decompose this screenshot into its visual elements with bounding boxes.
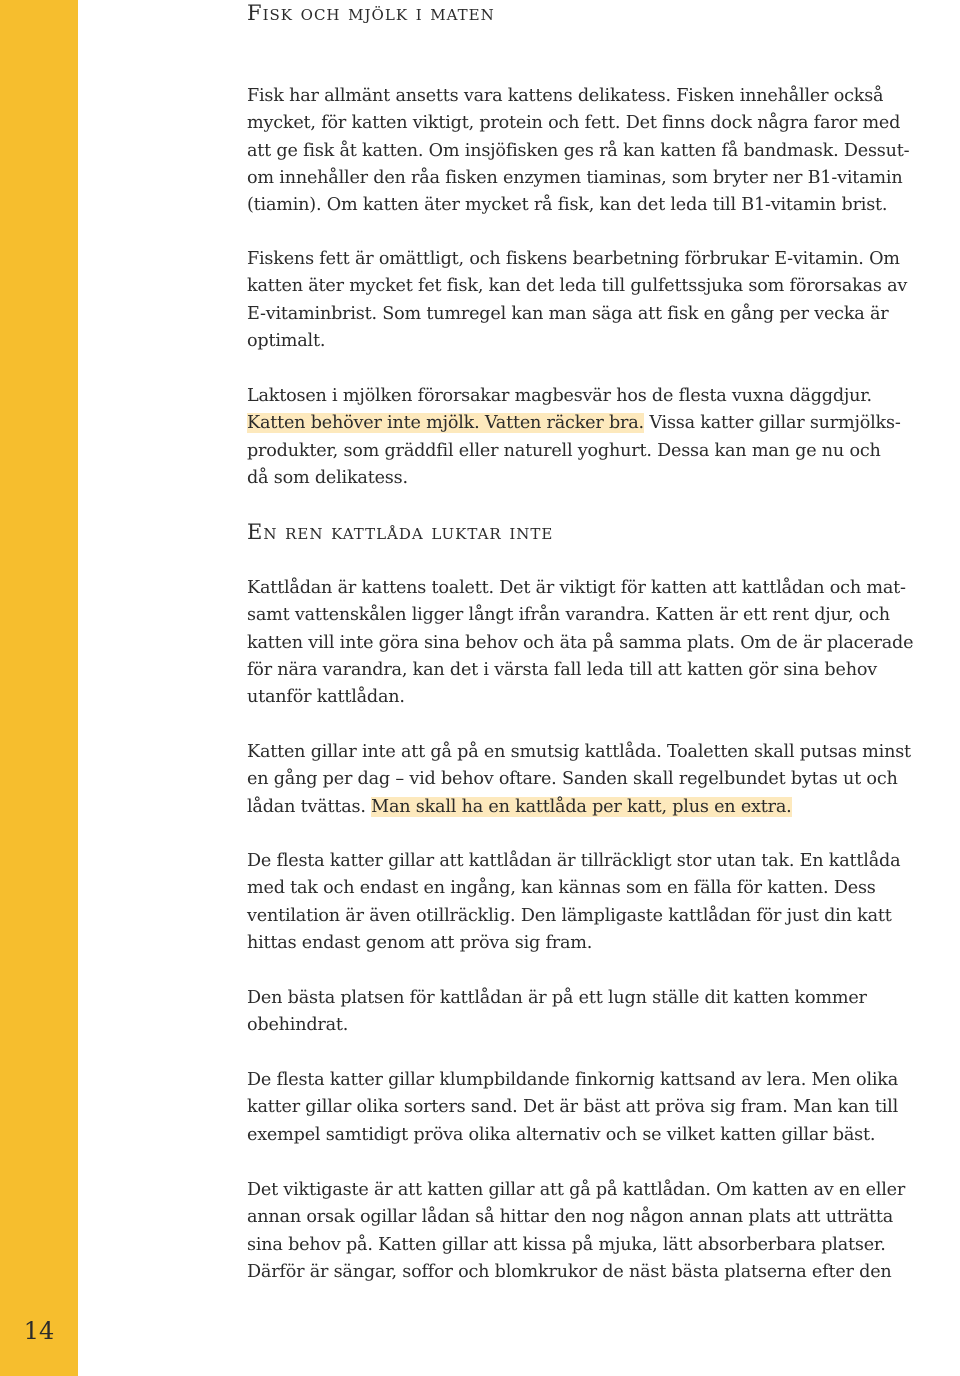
text-line <box>247 410 953 437</box>
text-line: Det viktigaste är att katten gillar att gå på kattlådan. Om katten av en eller <box>247 1180 906 1200</box>
paragraph-lactose <box>247 383 953 492</box>
text-line: obehindrat. <box>247 1015 349 1036</box>
text-line: om innehåller den råa fisken enzymen tiaminas, som bryter ner B1-vitamin <box>247 167 903 188</box>
paragraph-litter-size <box>247 848 953 957</box>
text-line: katten vill inte göra sina behov och äta på samma plats. Om de är placerade <box>247 632 914 653</box>
highlighted-text: Katten behöver inte mjölk. Vatten räcker bra. <box>247 413 644 434</box>
text-line: Laktosen i mjölken förorsakar magbesvär hos de flesta vuxna däggdjur. <box>247 386 872 406</box>
text-line: mycket, för katten viktigt, protein och fett. Det finns dock några faror med <box>247 113 901 134</box>
text-line: samt vattenskålen ligger långt ifrån varandra. Katten är ett rent djur, och <box>247 605 890 626</box>
text-line: Fiskens fett är omättligt, och fiskens bearbetning förbrukar E-vitamin. Om <box>247 249 900 269</box>
text-line: då som delikatess. <box>247 467 408 488</box>
text-line: för nära varandra, kan det i värsta fall leda till att katten gör sina behov <box>247 659 877 680</box>
section-title-fish-milk: Fisk och mjölk i maten <box>247 1 495 25</box>
text-line: Katten gillar inte att gå på en smutsig kattlåda. Toaletten skall putsas minst <box>247 742 911 762</box>
text-line: exempel samtidigt pröva olika alternativ och se vilket katten gillar bäst. <box>247 1124 876 1145</box>
text-line: Den bästa platsen för kattlådan är på ett lugn ställe dit katten kommer <box>247 988 867 1008</box>
text-line: (tiamin). Om katten äter mycket rå fisk, kan det leda till B1-vitamin brist. <box>247 195 888 216</box>
text-fragment: lådan tvättas. <box>247 796 372 817</box>
text-line: produkter, som gräddfil eller naturell yoghurt. Dessa kan man ge nu och <box>247 440 881 461</box>
text-line: optimalt. <box>247 330 326 351</box>
paragraph-litter-importance <box>247 1177 953 1286</box>
text-line: katter gillar olika sorters sand. Det är bäst att pröva sig fram. Man kan till <box>247 1097 899 1118</box>
text-line: Därför är sängar, soffor och blomkrukor de näst bästa platserna efter den <box>247 1261 892 1282</box>
text-line: hittas endast genom att pröva sig fram. <box>247 932 593 953</box>
paragraph-litter-sand <box>247 1067 953 1149</box>
paragraph-fish-fat <box>247 246 953 355</box>
section-title-litter-box: En ren kattlåda luktar inte <box>247 520 554 544</box>
text-line: Kattlådan är kattens toalett. Det är viktigt för katten att kattlådan och mat- <box>247 578 906 598</box>
text-line <box>247 794 953 821</box>
highlighted-text: Man skall ha en kattlåda per katt, plus en extra. <box>371 796 792 817</box>
text-line: E-vitaminbrist. Som tumregel kan man säga att fisk en gång per vecka är <box>247 303 889 324</box>
text-fragment: Vissa katter gillar surmjölks- <box>643 413 901 434</box>
sidebar-accent-bar <box>0 0 78 1376</box>
paragraph-litter-toilet <box>247 575 953 711</box>
text-line: ventilation är även otillräcklig. Den lämpligaste kattlådan för just din katt <box>247 905 892 926</box>
text-line: utanför kattlådan. <box>247 687 405 708</box>
paragraph-fish-intro <box>247 83 953 219</box>
text-line: med tak och endast en ingång, kan kännas som en fälla för katten. Dess <box>247 878 876 899</box>
text-line: annan orsak ogillar lådan så hittar den nog någon annan plats att utträtta <box>247 1207 894 1228</box>
paragraph-litter-place <box>247 985 953 1040</box>
text-line: De flesta katter gillar att kattlådan är tillräckligt stor utan tak. En kattlåda <box>247 851 901 871</box>
text-line: sina behov på. Katten gillar att kissa på mjuka, lätt absorberbara platser. <box>247 1234 886 1255</box>
paragraph-litter-cleaning <box>247 739 953 821</box>
text-line: en gång per dag – vid behov oftare. Sanden skall regelbundet bytas ut och <box>247 769 898 790</box>
text-line: Fisk har allmänt ansetts vara kattens delikatess. Fisken innehåller också <box>247 86 884 106</box>
text-line: att ge fisk åt katten. Om insjöfisken ges rå kan katten få bandmask. Dessut- <box>247 140 910 161</box>
text-line: katten äter mycket fet fisk, kan det leda till gulfettssjuka som förorsakas av <box>247 276 908 297</box>
page-number: 14 <box>23 1317 55 1345</box>
text-line: De flesta katter gillar klumpbildande finkornig kattsand av lera. Men olika <box>247 1070 899 1090</box>
